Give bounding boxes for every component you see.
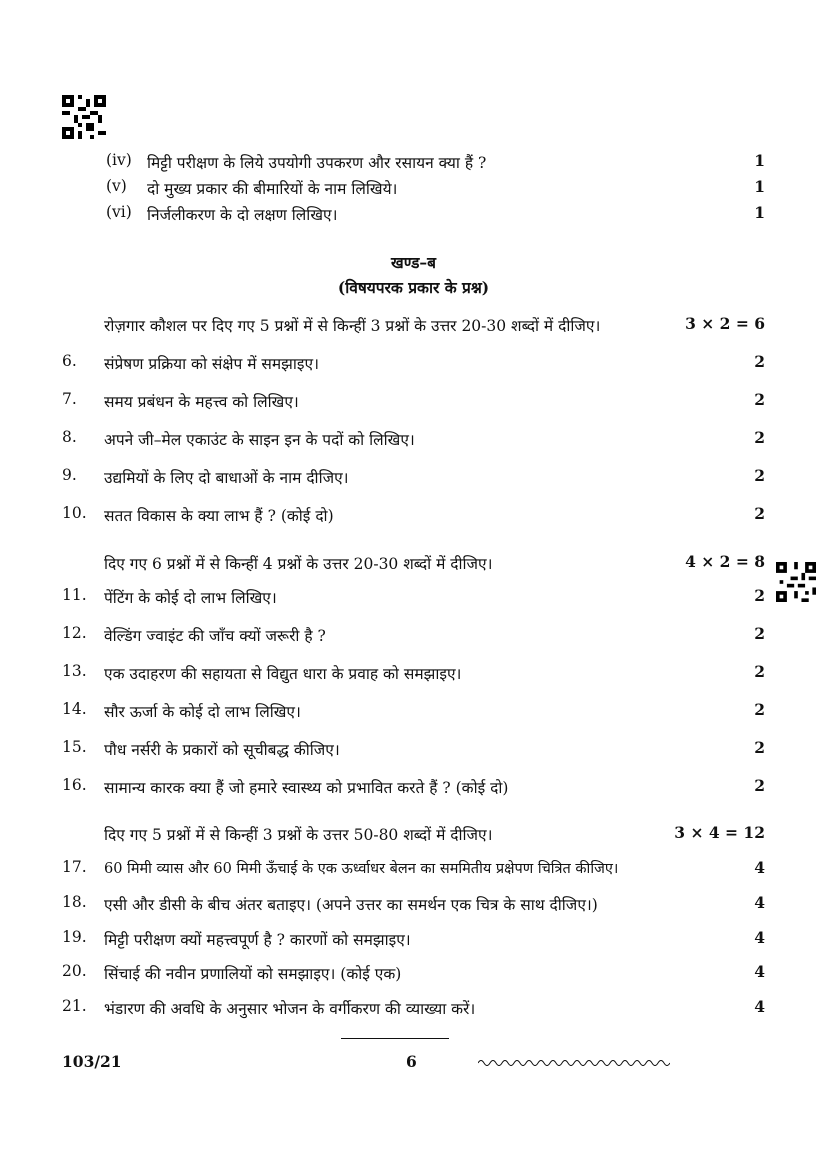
question-number: 14. bbox=[62, 700, 87, 718]
question-marks: 2 bbox=[754, 504, 765, 523]
question-number: 16. bbox=[62, 776, 87, 794]
sub-question-text: मिट्टी परीक्षण के लिये उपयोगी उपकरण और रसायन क्या हैं ? bbox=[147, 154, 487, 172]
question-row bbox=[0, 962, 827, 986]
question-row bbox=[0, 428, 827, 452]
question-marks: 2 bbox=[754, 776, 765, 795]
question-row bbox=[0, 352, 827, 376]
question-text: अपने जी–मेल एकाउंट के साइन इन के पदों को लिखिए। bbox=[104, 431, 415, 449]
question-number: 7. bbox=[62, 390, 77, 408]
question-row bbox=[0, 624, 827, 648]
question-marks: 4 bbox=[754, 858, 765, 877]
sub-question-number: (iv) bbox=[106, 151, 132, 169]
question-number: 13. bbox=[62, 662, 87, 680]
question-marks: 2 bbox=[754, 624, 765, 643]
question-number: 15. bbox=[62, 738, 87, 756]
question-marks: 4 bbox=[754, 962, 765, 981]
question-number: 11. bbox=[62, 586, 87, 604]
question-marks: 4 bbox=[754, 893, 765, 912]
question-row bbox=[0, 776, 827, 800]
question-row bbox=[0, 700, 827, 724]
question-number: 21. bbox=[62, 997, 87, 1015]
wavy-line-decoration bbox=[478, 1058, 670, 1068]
question-number: 12. bbox=[62, 624, 87, 642]
question-text: सौर ऊर्जा के कोई दो लाभ लिखिए। bbox=[104, 703, 301, 721]
page-number: 6 bbox=[406, 1052, 417, 1071]
question-number: 20. bbox=[62, 962, 87, 980]
question-marks: 2 bbox=[754, 466, 765, 485]
group-marks: 3 × 4 = 12 bbox=[674, 823, 765, 842]
question-marks: 2 bbox=[754, 390, 765, 409]
section-subtitle: (विषयपरक प्रकार के प्रश्न) bbox=[337, 278, 490, 297]
question-number: 18. bbox=[62, 893, 87, 911]
question-marks: 2 bbox=[754, 586, 765, 605]
question-marks: 4 bbox=[754, 997, 765, 1016]
question-marks: 2 bbox=[754, 700, 765, 719]
question-text: सतत विकास के क्या लाभ हैं ? (कोई दो) bbox=[104, 507, 334, 525]
question-marks: 2 bbox=[754, 428, 765, 447]
question-text: भंडारण की अवधि के अनुसार भोजन के वर्गीकरण की व्याख्या करें। bbox=[104, 1000, 476, 1018]
section-title: खण्ड–ब bbox=[391, 253, 436, 272]
group-instruction: रोज़गार कौशल पर दिए गए 5 प्रश्नों में से किन्हीं 3 प्रश्नों के उत्तर 20-30 शब्दों में दीजिए। bbox=[104, 317, 601, 335]
question-row bbox=[0, 586, 827, 610]
group-marks: 3 × 2 = 6 bbox=[685, 314, 765, 333]
question-number: 9. bbox=[62, 466, 77, 484]
question-text: 60 मिमी व्यास और 60 मिमी ऊँचाई के एक ऊर्ध्वाधर बेलन का सममितीय प्रक्षेपण चित्रित कीजिए। bbox=[104, 861, 619, 877]
question-number: 19. bbox=[62, 928, 87, 946]
question-marks: 4 bbox=[754, 928, 765, 947]
question-marks: 2 bbox=[754, 662, 765, 681]
question-text: पेंटिंग के कोई दो लाभ लिखिए। bbox=[104, 589, 277, 607]
footer-divider bbox=[341, 1038, 449, 1039]
question-row bbox=[0, 928, 827, 952]
sub-question-text: निर्जलीकरण के दो लक्षण लिखिए। bbox=[147, 206, 338, 224]
question-row bbox=[0, 893, 827, 917]
sub-question-row bbox=[0, 203, 827, 227]
question-number: 8. bbox=[62, 428, 77, 446]
sub-question-number: (vi) bbox=[106, 203, 132, 221]
question-number: 6. bbox=[62, 352, 77, 370]
question-number: 10. bbox=[62, 504, 87, 522]
question-text: एसी और डीसी के बीच अंतर बताइए। (अपने उत्तर का समर्थन एक चित्र के साथ दीजिए।) bbox=[104, 896, 598, 914]
group-instruction: दिए गए 5 प्रश्नों में से किन्हीं 3 प्रश्नों के उत्तर 50-80 शब्दों में दीजिए। bbox=[104, 826, 493, 844]
question-text: वेल्डिंग ज्वाइंट की जाँच क्यों जरूरी है ? bbox=[104, 627, 326, 645]
question-row bbox=[0, 858, 827, 882]
question-text: एक उदाहरण की सहायता से विद्युत धारा के प्रवाह को समझाइए। bbox=[104, 665, 462, 683]
question-row bbox=[0, 997, 827, 1021]
question-row bbox=[0, 504, 827, 528]
question-row bbox=[0, 662, 827, 686]
sub-question-row bbox=[0, 177, 827, 201]
question-row bbox=[0, 738, 827, 762]
sub-question-number: (v) bbox=[106, 177, 127, 195]
question-marks: 1 bbox=[754, 177, 765, 196]
question-text: पौध नर्सरी के प्रकारों को सूचीबद्ध कीजिए। bbox=[104, 741, 340, 759]
question-text: सिंचाई की नवीन प्रणालियों को समझाइए। (कोई एक) bbox=[104, 965, 402, 983]
question-marks: 2 bbox=[754, 738, 765, 757]
question-marks: 2 bbox=[754, 352, 765, 371]
question-text: समय प्रबंधन के महत्त्व को लिखिए। bbox=[104, 393, 299, 411]
question-row bbox=[0, 390, 827, 414]
question-text: संप्रेषण प्रक्रिया को संक्षेप में समझाइए। bbox=[104, 355, 319, 373]
question-text: सामान्य कारक क्या हैं जो हमारे स्वास्थ्य को प्रभावित करते हैं ? (कोई दो) bbox=[104, 779, 509, 797]
paper-code: 103/21 bbox=[62, 1052, 122, 1071]
sub-question-row bbox=[0, 151, 827, 175]
question-text: मिट्टी परीक्षण क्यों महत्त्वपूर्ण है ? कारणों को समझाइए। bbox=[104, 931, 411, 949]
question-row bbox=[0, 466, 827, 490]
question-text: उद्यमियों के लिए दो बाधाओं के नाम दीजिए। bbox=[104, 469, 349, 487]
question-marks: 1 bbox=[754, 203, 765, 222]
group-marks: 4 × 2 = 8 bbox=[685, 552, 765, 571]
qr-code-icon bbox=[62, 95, 106, 139]
question-marks: 1 bbox=[754, 151, 765, 170]
sub-question-text: दो मुख्य प्रकार की बीमारियों के नाम लिखिये। bbox=[147, 180, 398, 198]
question-number: 17. bbox=[62, 858, 87, 876]
group-instruction: दिए गए 6 प्रश्नों में से किन्हीं 4 प्रश्नों के उत्तर 20-30 शब्दों में दीजिए। bbox=[104, 555, 493, 573]
